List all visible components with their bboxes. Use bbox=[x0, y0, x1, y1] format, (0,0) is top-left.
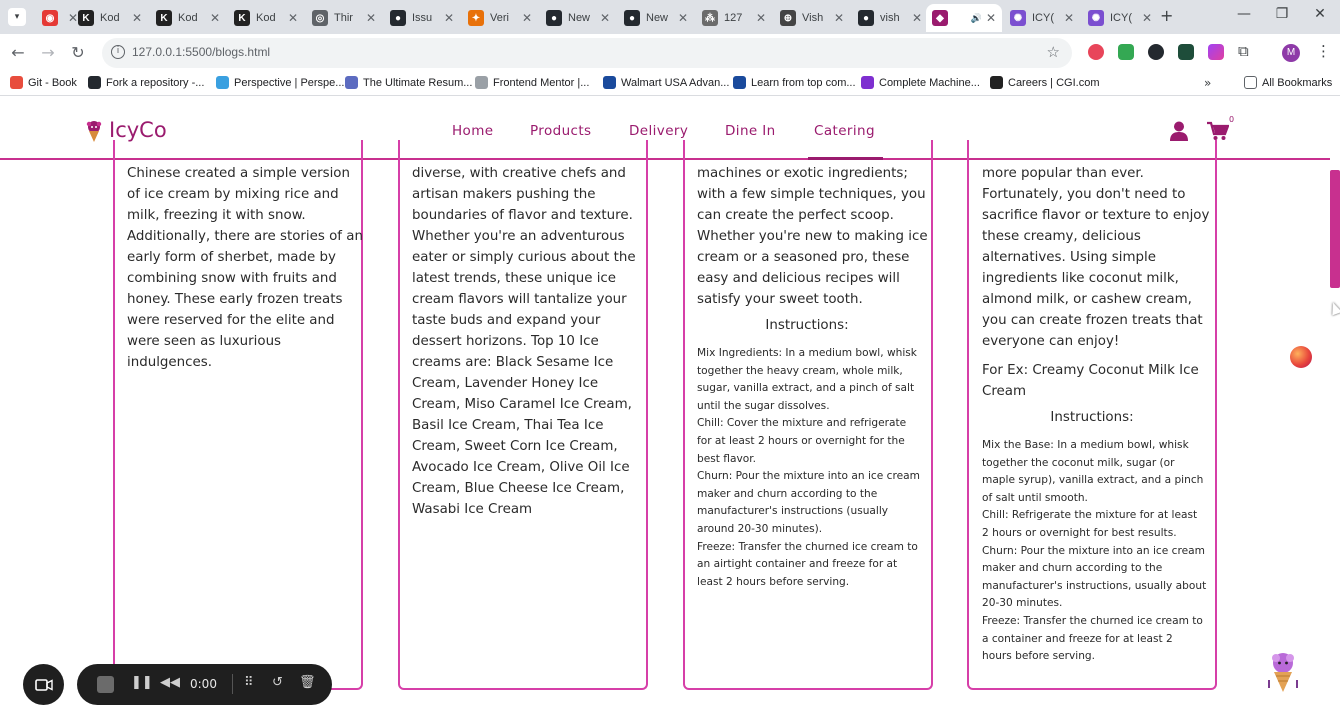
instruction-step-line: an airtight container and freeze for at bbox=[697, 558, 898, 571]
new-tab-icon[interactable]: + bbox=[1160, 6, 1174, 25]
tab-favicon-icon: ✺ bbox=[1088, 10, 1104, 26]
bookmark-favicon-icon bbox=[88, 76, 101, 89]
tab-title: ICY( bbox=[1032, 12, 1054, 24]
close-tab-icon[interactable]: ✕ bbox=[131, 11, 142, 25]
browser-tab[interactable] bbox=[462, 4, 538, 32]
instruction-step-line: Churn: Pour the mixture into an ice cream bbox=[697, 470, 920, 483]
close-tab-icon[interactable]: ✕ bbox=[755, 11, 766, 25]
bookmarks-bar bbox=[0, 72, 1340, 96]
tab-favicon-icon: ● bbox=[624, 10, 640, 26]
close-tab-icon[interactable]: ✕ bbox=[287, 11, 298, 25]
tab-title: Kod bbox=[256, 12, 276, 24]
bookmarks-overflow-icon[interactable]: » bbox=[1204, 76, 1212, 90]
browser-tab[interactable] bbox=[384, 4, 460, 32]
instruction-step-line: until the sugar dissolves. bbox=[697, 399, 830, 412]
instruction-step-line: Mix the Base: In a medium bowl, whisk bbox=[982, 439, 1189, 451]
bookmark-favicon-icon bbox=[861, 76, 874, 89]
card-paragraph-line: these creamy, delicious bbox=[982, 229, 1141, 244]
close-tab-icon[interactable]: ✕ bbox=[521, 11, 532, 25]
close-tab-icon[interactable]: ✕ bbox=[911, 11, 922, 25]
instruction-step-line: Chill: Refrigerate the mixture for at least bbox=[982, 509, 1198, 522]
instruction-step-line: for at least 2 hours or overnight for the bbox=[697, 435, 905, 447]
instruction-step-line: 2 hours or overnight for best results. bbox=[982, 527, 1177, 539]
card-paragraph-line: early form of sherbet, made by bbox=[127, 250, 336, 265]
page-scrollbar-thumb[interactable] bbox=[1330, 170, 1340, 288]
instruction-step-line: manufacturer's instructions, usually about bbox=[982, 579, 1207, 592]
instruction-step-line: least 2 hours before serving. bbox=[697, 575, 850, 588]
browser-tab[interactable] bbox=[228, 4, 304, 32]
tab-favicon-icon: K bbox=[234, 10, 250, 26]
card-paragraph-line: with a few simple techniques, you bbox=[697, 187, 926, 202]
bookmark-item[interactable] bbox=[733, 76, 856, 89]
stop-recording-button[interactable] bbox=[97, 676, 114, 693]
bookmark-item[interactable] bbox=[345, 76, 472, 89]
tab-title: 127 bbox=[724, 12, 743, 24]
browser-menu-icon[interactable]: ⋮ bbox=[1316, 42, 1331, 60]
browser-tab[interactable] bbox=[618, 4, 694, 32]
instruction-step-line: best flavor. bbox=[697, 452, 756, 465]
tab-favicon-icon: ● bbox=[390, 10, 406, 26]
card-paragraph-line: artisan makers pushing the bbox=[412, 187, 596, 202]
card-paragraph-line: were seen as luxurious bbox=[127, 334, 282, 349]
close-tab-icon[interactable]: ✕ bbox=[1063, 11, 1074, 25]
browser-tab[interactable] bbox=[852, 4, 928, 32]
extensions-puzzle-icon[interactable]: ⧉ bbox=[1238, 42, 1249, 60]
instruction-step-line: maple syrup), vanilla extract, and a pinch bbox=[982, 474, 1204, 487]
address-bar-row bbox=[0, 34, 1340, 72]
card-paragraph-line: easy and delicious recipes will bbox=[697, 271, 900, 286]
bookmark-label: Fork a repository -... bbox=[106, 76, 205, 89]
tab-title: ICY( bbox=[1110, 12, 1132, 24]
nav-link-products[interactable]: Products bbox=[530, 123, 592, 139]
all-bookmarks-button[interactable] bbox=[1244, 76, 1332, 89]
card-paragraph-line: can create the perfect scoop. bbox=[697, 208, 894, 223]
omnibox[interactable] bbox=[102, 38, 1072, 68]
instruction-step-line: 20-30 minutes. bbox=[982, 597, 1063, 610]
instruction-step-line: around 20-30 minutes). bbox=[697, 523, 823, 535]
instruction-step-line: a container and freeze for at least 2 bbox=[982, 632, 1173, 645]
bookmark-favicon-icon bbox=[475, 76, 488, 89]
user-account-icon[interactable] bbox=[1170, 121, 1188, 141]
example-heading-line: For Ex: Creamy Coconut Milk Ice bbox=[982, 363, 1199, 378]
instruction-step-line: manufacturer's instructions (usually bbox=[697, 505, 889, 518]
card-paragraph-line: milk, freezing it with snow. bbox=[127, 208, 306, 223]
browser-tab[interactable] bbox=[306, 4, 382, 32]
browser-tab[interactable] bbox=[1082, 4, 1158, 32]
card-paragraph-line: Wasabi Ice Cream bbox=[412, 502, 533, 517]
rewind-icon[interactable]: ◀◀ bbox=[160, 675, 180, 690]
bookmark-label: Complete Machine... bbox=[879, 76, 980, 89]
tab-audio-icon[interactable]: 🔊 bbox=[970, 12, 982, 23]
browser-tab[interactable] bbox=[1004, 4, 1080, 32]
bookmark-favicon-icon bbox=[990, 76, 1003, 89]
instruction-step-line: together the heavy cream, whole milk, bbox=[697, 364, 903, 377]
maximize-icon[interactable]: ❐ bbox=[1275, 6, 1289, 22]
ice-cream-logo-icon bbox=[84, 119, 104, 143]
extension-purple-icon[interactable] bbox=[1208, 44, 1224, 60]
bookmark-label: Frontend Mentor |... bbox=[493, 76, 590, 89]
close-tab-icon[interactable]: ✕ bbox=[68, 11, 79, 25]
instruction-step-line: Freeze: Transfer the churned ice cream to bbox=[697, 540, 918, 553]
bookmark-item[interactable] bbox=[88, 76, 204, 89]
card-paragraph-line: satisfy your sweet tooth. bbox=[697, 292, 863, 307]
tab-favicon-icon: ◆ bbox=[932, 10, 948, 26]
bookmark-favicon-icon bbox=[10, 76, 23, 89]
close-tab-icon[interactable]: ✕ bbox=[599, 11, 610, 25]
tab-title: vish bbox=[880, 12, 900, 24]
tab-favicon-icon: ◉ bbox=[42, 10, 58, 26]
card-paragraph-line: boundaries of flavor and texture. bbox=[412, 208, 633, 223]
bookmark-item[interactable] bbox=[475, 76, 589, 89]
instruction-step-line: Mix Ingredients: In a medium bowl, whisk bbox=[697, 347, 917, 359]
instructions-title: Instructions: bbox=[1050, 410, 1134, 425]
card-paragraph-line: Whether you're an adventurous bbox=[412, 229, 625, 244]
tab-title: Issu bbox=[412, 12, 433, 24]
card-paragraph-line: Cream, Lavender Honey Ice bbox=[412, 376, 599, 391]
brand-logo-text[interactable]: IcyCo bbox=[109, 118, 167, 142]
card-paragraph-line: indulgences. bbox=[127, 355, 212, 370]
card-paragraph-line: honey. These early frozen treats bbox=[127, 292, 343, 307]
restart-icon[interactable]: ↺ bbox=[272, 675, 283, 690]
card-paragraph-line: Basil Ice Cream, Thai Tea Ice bbox=[412, 418, 604, 433]
card-paragraph-line: diverse, with creative chefs and bbox=[412, 166, 626, 181]
close-tab-icon[interactable]: ✕ bbox=[365, 11, 376, 25]
card-paragraph-line: alternatives. Using simple bbox=[982, 250, 1156, 265]
tab-favicon-icon: ✦ bbox=[468, 10, 484, 26]
card-paragraph-line: Whether you're new to making ice bbox=[697, 229, 928, 244]
pause-icon[interactable]: ❚❚ bbox=[131, 675, 153, 690]
all-bookmarks-label: All Bookmarks bbox=[1262, 76, 1333, 89]
browser-tab[interactable] bbox=[774, 4, 850, 32]
card-paragraph-line: combining snow with fruits and bbox=[127, 271, 337, 286]
extension-green-icon[interactable] bbox=[1118, 44, 1134, 60]
instruction-step-line: sugar, vanilla extract, and a pinch of salt bbox=[697, 382, 915, 395]
nav-link-dine-in[interactable]: Dine In bbox=[725, 123, 776, 139]
bookmark-favicon-icon bbox=[733, 76, 746, 89]
bookmark-label: Git - Book bbox=[28, 76, 77, 89]
card-paragraph-line: Avocado Ice Cream, Olive Oil Ice bbox=[412, 460, 630, 475]
bookmark-label: Walmart USA Advan... bbox=[621, 76, 730, 89]
close-tab-icon[interactable]: ✕ bbox=[677, 11, 688, 25]
card-paragraph-line: Cream, Sweet Corn Ice Cream, bbox=[412, 439, 618, 454]
card-paragraph-line: almond milk, or cashew cream, bbox=[982, 292, 1192, 307]
tab-title: Vish bbox=[802, 12, 824, 24]
tab-search-button[interactable]: ▾ bbox=[8, 8, 26, 26]
tab-title: New bbox=[568, 12, 591, 24]
video-camera-icon bbox=[35, 679, 53, 691]
browser-tab[interactable] bbox=[696, 4, 772, 32]
card-paragraph-line: cream flavors will tantalize your bbox=[412, 292, 627, 307]
bookmark-star-icon[interactable]: ☆ bbox=[1046, 43, 1060, 61]
nav-link-home[interactable]: Home bbox=[452, 123, 494, 139]
tab-title: Kod bbox=[100, 12, 120, 24]
bookmark-item[interactable] bbox=[216, 76, 344, 89]
bookmark-item[interactable] bbox=[861, 76, 980, 89]
tab-title: Thir bbox=[334, 12, 353, 24]
bookmark-item[interactable] bbox=[10, 76, 77, 89]
nav-link-catering[interactable]: Catering bbox=[814, 123, 875, 139]
browser-tab[interactable] bbox=[72, 4, 148, 32]
tab-favicon-icon: K bbox=[156, 10, 172, 26]
instruction-step-line: Freeze: Transfer the churned ice cream to bbox=[982, 615, 1203, 627]
card-paragraph-line: Cream, Miso Caramel Ice Cream, bbox=[412, 397, 632, 412]
close-tab-icon[interactable]: ✕ bbox=[985, 11, 996, 25]
instructions-title: Instructions: bbox=[765, 318, 849, 333]
instruction-step-line: Chill: Cover the mixture and refrigerate bbox=[697, 417, 907, 430]
card-paragraph-line: Additionally, there are stories of an bbox=[127, 229, 363, 244]
trash-icon[interactable]: 🗑 bbox=[299, 675, 316, 690]
bookmark-label: Learn from top com... bbox=[751, 76, 856, 89]
recorder-divider bbox=[232, 674, 233, 694]
bookmark-item[interactable] bbox=[990, 76, 1100, 89]
recording-timer: 0:00 bbox=[190, 677, 217, 691]
browser-tab[interactable] bbox=[36, 4, 79, 32]
instruction-step-line: of salt until smooth. bbox=[982, 491, 1088, 504]
card-paragraph-line: Fortunately, you don't need to bbox=[982, 187, 1186, 202]
forward-icon[interactable]: → bbox=[41, 43, 55, 62]
close-tab-icon[interactable]: ✕ bbox=[209, 11, 220, 25]
tab-title: Kod bbox=[178, 12, 198, 24]
browser-tab[interactable] bbox=[540, 4, 616, 32]
bookmark-item[interactable] bbox=[603, 76, 729, 89]
close-tab-icon[interactable]: ✕ bbox=[833, 11, 844, 25]
card-paragraph-line: more popular than ever. bbox=[982, 166, 1144, 181]
folder-icon bbox=[1244, 76, 1257, 89]
card-paragraph-line: you can create frozen treats that bbox=[982, 313, 1203, 328]
bookmark-label: Careers | CGI.com bbox=[1008, 76, 1100, 89]
site-info-icon[interactable]: i bbox=[111, 45, 125, 59]
card-paragraph-line: were reserved for the elite and bbox=[127, 313, 335, 328]
close-tab-icon[interactable]: ✕ bbox=[443, 11, 454, 25]
instruction-step-line: Churn: Pour the mixture into an ice cream bbox=[982, 544, 1205, 557]
browser-tab[interactable] bbox=[150, 4, 226, 32]
bookmark-label: The Ultimate Resum... bbox=[363, 76, 473, 89]
tab-title: New bbox=[646, 12, 669, 24]
cart-count-badge: 0 bbox=[1229, 115, 1235, 124]
instruction-step-line: together the coconut milk, sugar (or bbox=[982, 456, 1175, 469]
url-text[interactable]: 127.0.0.1:5500/blogs.html bbox=[132, 45, 271, 59]
browser-tab-strip bbox=[0, 0, 1340, 34]
card-paragraph-line: sacrifice flavor or texture to enjoy bbox=[982, 208, 1210, 223]
instruction-step-line: maker and churn according to the bbox=[697, 487, 878, 500]
ice-cream-mascot-icon[interactable] bbox=[1266, 650, 1300, 694]
minimize-icon[interactable]: — bbox=[1237, 6, 1251, 22]
tab-favicon-icon: ● bbox=[546, 10, 562, 26]
card-paragraph-line: of ice cream by mixing rice and bbox=[127, 187, 339, 202]
card-paragraph-line: cream or a seasoned pro, these bbox=[697, 250, 910, 265]
tab-title: Veri bbox=[490, 12, 509, 24]
bookmark-label: Perspective | Perspe... bbox=[234, 76, 345, 89]
tab-favicon-icon: ✺ bbox=[1010, 10, 1026, 26]
instruction-step-line: maker and churn according to the bbox=[982, 562, 1163, 575]
card-paragraph-line: Cream, Blue Cheese Ice Cream, bbox=[412, 481, 625, 496]
example-heading-line: Cream bbox=[982, 384, 1027, 399]
card-paragraph-line: Chinese created a simple version bbox=[127, 166, 350, 181]
tab-favicon-icon: ⊕ bbox=[780, 10, 796, 26]
extension-red-icon[interactable] bbox=[1088, 44, 1104, 60]
tab-favicon-icon: K bbox=[78, 10, 94, 26]
grid-icon[interactable]: ⠿ bbox=[244, 675, 254, 690]
card-paragraph-line: latest trends, these unique ice bbox=[412, 271, 617, 286]
close-tab-icon[interactable]: ✕ bbox=[1141, 11, 1152, 25]
back-icon[interactable]: ← bbox=[11, 43, 25, 62]
card-paragraph-line: taste buds and expand your bbox=[412, 313, 601, 328]
bookmark-favicon-icon bbox=[603, 76, 616, 89]
close-window-icon[interactable]: ✕ bbox=[1314, 6, 1326, 22]
tab-favicon-icon: ⁂ bbox=[702, 10, 718, 26]
reload-icon[interactable]: ↻ bbox=[71, 43, 85, 62]
shopping-cart-icon[interactable] bbox=[1207, 121, 1229, 141]
card-paragraph-line: creams are: Black Sesame Ice bbox=[412, 355, 614, 370]
bookmark-favicon-icon bbox=[216, 76, 229, 89]
extension-dark-icon[interactable] bbox=[1178, 44, 1194, 60]
recorder-camera-button[interactable] bbox=[23, 664, 64, 705]
card-paragraph-line: dessert horizons. Top 10 Ice bbox=[412, 334, 599, 349]
tab-favicon-icon: ● bbox=[858, 10, 874, 26]
card-paragraph-line: machines or exotic ingredients; bbox=[697, 166, 908, 181]
card-paragraph-line: eater or simply curious about the bbox=[412, 250, 636, 265]
github-extension-icon[interactable] bbox=[1148, 44, 1164, 60]
bookmark-favicon-icon bbox=[345, 76, 358, 89]
profile-avatar[interactable]: M bbox=[1282, 44, 1300, 62]
floating-orb bbox=[1290, 346, 1312, 368]
instruction-step-line: hours before serving. bbox=[982, 650, 1096, 663]
browser-tab[interactable] bbox=[926, 4, 1002, 32]
card-paragraph-line: everyone can enjoy! bbox=[982, 334, 1120, 349]
card-paragraph-line: ingredients like coconut milk, bbox=[982, 271, 1179, 286]
tab-favicon-icon: ◎ bbox=[312, 10, 328, 26]
nav-link-delivery[interactable]: Delivery bbox=[629, 123, 689, 139]
